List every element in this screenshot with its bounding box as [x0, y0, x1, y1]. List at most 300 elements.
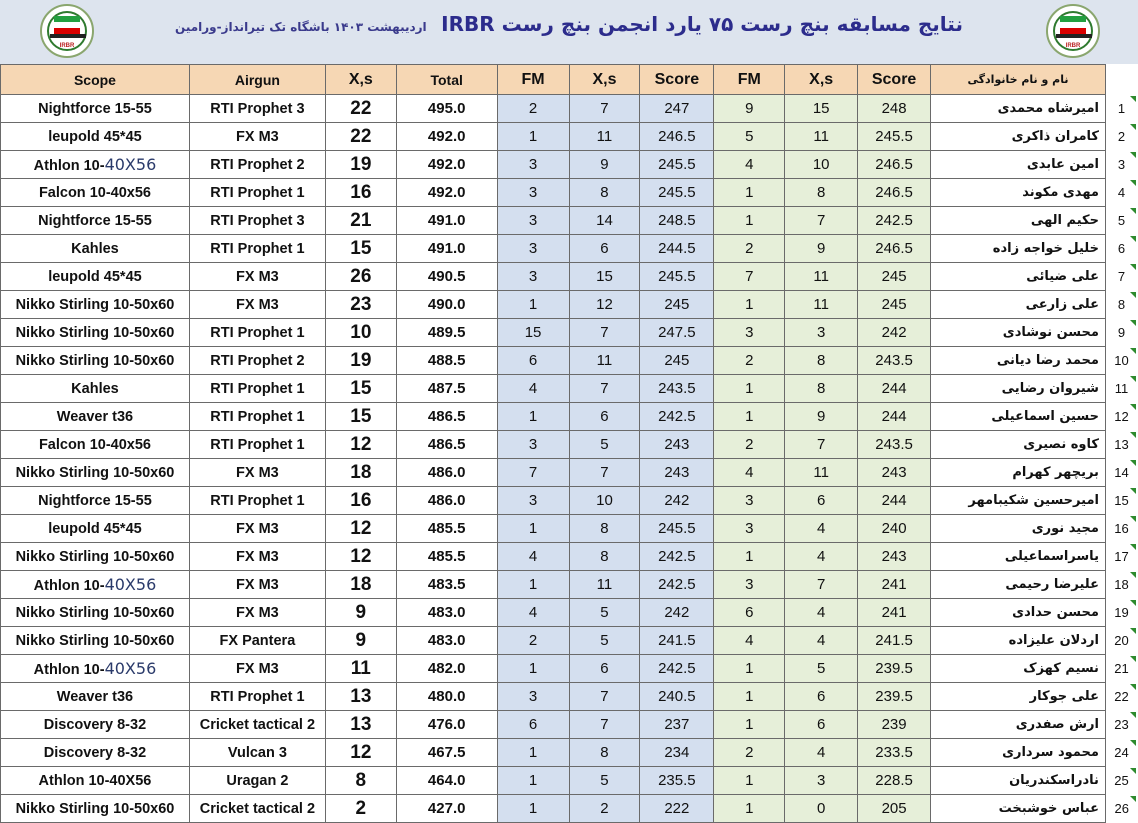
results-body — [1, 95, 1138, 823]
table-row — [1, 403, 1138, 431]
results-table — [0, 64, 1138, 823]
cell-fm-1: 1 — [714, 655, 785, 683]
cell-xs-total: 2 — [325, 795, 396, 823]
cell-score-1: 245 — [858, 291, 931, 319]
cell-comment-marker — [1130, 96, 1136, 102]
cell-xs-2: 12 — [569, 291, 640, 319]
cell-index: 6 — [1117, 241, 1126, 256]
cell-fm-2: 1 — [497, 655, 569, 683]
cell-xs-total: 22 — [325, 123, 396, 151]
cell-comment-marker — [1130, 376, 1136, 382]
cell-xs-1: 11 — [785, 459, 858, 487]
cell-index: 14 — [1114, 465, 1129, 480]
cell-scope: Nightforce 15-55 — [1, 95, 190, 123]
competition-title: نتایج مسابقه بنچ رست ۷۵ یارد انجمن بنچ رست IRBR — [441, 12, 963, 36]
cell-airgun: Cricket tactical 2 — [189, 711, 325, 739]
cell-index: 10 — [1114, 353, 1129, 368]
table-row — [1, 459, 1138, 487]
scope-magnification: 40X56 — [104, 575, 157, 594]
col-header-xs-2: X,s — [569, 65, 640, 95]
cell-xs-total: 16 — [325, 487, 396, 515]
cell-score-2: 248.5 — [640, 207, 714, 235]
cell-xs-1: 7 — [785, 431, 858, 459]
cell-xs-2: 10 — [569, 487, 640, 515]
cell-name: امیرحسین شکیبامهر — [931, 487, 1106, 515]
cell-score-2: 242 — [640, 599, 714, 627]
cell-score-1: 246.5 — [858, 179, 931, 207]
cell-name: اردلان علیزاده — [931, 627, 1106, 655]
cell-xs-total: 15 — [325, 403, 396, 431]
cell-xs-2: 11 — [569, 571, 640, 599]
cell-xs-2: 8 — [569, 739, 640, 767]
cell-scope: Nikko Stirling 10-50x60 — [1, 599, 190, 627]
cell-total: 486.0 — [396, 459, 497, 487]
table-row — [1, 95, 1138, 123]
cell-fm-1: 4 — [714, 459, 785, 487]
cell-score-1: 242 — [858, 319, 931, 347]
cell-scope: Weaver t36 — [1, 403, 190, 431]
cell-airgun: FX Pantera — [189, 627, 325, 655]
cell-scope: Kahles — [1, 375, 190, 403]
table-row — [1, 655, 1138, 683]
cell-airgun: RTI Prophet 1 — [189, 235, 325, 263]
cell-xs-1: 11 — [785, 263, 858, 291]
cell-fm-1: 1 — [714, 683, 785, 711]
cell-xs-2: 6 — [569, 235, 640, 263]
cell-xs-1: 6 — [785, 683, 858, 711]
cell-xs-total: 10 — [325, 319, 396, 347]
cell-airgun: FX M3 — [189, 123, 325, 151]
cell-score-2: 222 — [640, 795, 714, 823]
cell-xs-1: 8 — [785, 179, 858, 207]
table-row — [1, 711, 1138, 739]
cell-total: 464.0 — [396, 767, 497, 795]
table-row — [1, 795, 1138, 823]
cell-score-1: 243 — [858, 543, 931, 571]
cell-scope — [1, 571, 190, 599]
cell-comment-marker — [1130, 236, 1136, 242]
cell-xs-1: 5 — [785, 655, 858, 683]
cell-index: 4 — [1117, 185, 1126, 200]
cell-comment-marker — [1130, 348, 1136, 354]
cell-fm-2: 3 — [497, 683, 569, 711]
cell-score-1: 244 — [858, 403, 931, 431]
cell-xs-total: 15 — [325, 375, 396, 403]
cell-name: علی زارعی — [931, 291, 1106, 319]
cell-total: 483.0 — [396, 627, 497, 655]
cell-total: 487.5 — [396, 375, 497, 403]
cell-comment-marker — [1130, 460, 1136, 466]
table-row — [1, 683, 1138, 711]
cell-xs-total: 11 — [325, 655, 396, 683]
cell-score-2: 246.5 — [640, 123, 714, 151]
table-row — [1, 543, 1138, 571]
cell-xs-2: 6 — [569, 403, 640, 431]
cell-xs-2: 8 — [569, 543, 640, 571]
cell-name: حکیم الهی — [931, 207, 1106, 235]
cell-fm-1: 6 — [714, 599, 785, 627]
cell-xs-total: 12 — [325, 515, 396, 543]
cell-score-1: 243 — [858, 459, 931, 487]
cell-xs-2: 8 — [569, 515, 640, 543]
cell-total: 495.0 — [396, 95, 497, 123]
cell-xs-total: 19 — [325, 347, 396, 375]
cell-fm-1: 1 — [714, 767, 785, 795]
page-title — [120, 12, 1018, 36]
cell-fm-2: 2 — [497, 95, 569, 123]
cell-name: امین عابدی — [931, 151, 1106, 179]
cell-index: 7 — [1117, 269, 1126, 284]
cell-comment-marker — [1130, 488, 1136, 494]
cell-xs-total: 16 — [325, 179, 396, 207]
cell-name: نسیم کهزک — [931, 655, 1106, 683]
cell-name: عباس خوشبخت — [931, 795, 1106, 823]
cell-score-1: 241.5 — [858, 627, 931, 655]
cell-xs-2: 15 — [569, 263, 640, 291]
cell-xs-1: 6 — [785, 487, 858, 515]
cell-total: 491.0 — [396, 235, 497, 263]
cell-xs-2: 9 — [569, 151, 640, 179]
cell-score-2: 240.5 — [640, 683, 714, 711]
cell-xs-2: 11 — [569, 123, 640, 151]
cell-comment-marker — [1130, 124, 1136, 130]
scope-text: Athlon 10- — [33, 158, 105, 174]
cell-total: 486.5 — [396, 431, 497, 459]
cell-xs-2: 2 — [569, 795, 640, 823]
cell-comment-marker — [1130, 796, 1136, 802]
cell-airgun: RTI Prophet 1 — [189, 683, 325, 711]
cell-comment-marker — [1130, 600, 1136, 606]
cell-xs-1: 8 — [785, 375, 858, 403]
cell-name: نادراسکندریان — [931, 767, 1106, 795]
cell-fm-2: 1 — [497, 795, 569, 823]
cell-total: 490.0 — [396, 291, 497, 319]
col-header-score-2: Score — [640, 65, 714, 95]
cell-xs-2: 8 — [569, 179, 640, 207]
cell-comment-marker — [1130, 264, 1136, 270]
table-row — [1, 515, 1138, 543]
cell-scope: Nikko Stirling 10-50x60 — [1, 347, 190, 375]
cell-xs-2: 5 — [569, 627, 640, 655]
cell-score-1: 239.5 — [858, 683, 931, 711]
cell-total: 489.5 — [396, 319, 497, 347]
cell-total: 486.5 — [396, 403, 497, 431]
cell-index: 11 — [1114, 381, 1129, 396]
cell-xs-1: 4 — [785, 627, 858, 655]
cell-comment-marker — [1130, 712, 1136, 718]
cell-score-1: 245 — [858, 263, 931, 291]
cell-score-2: 242.5 — [640, 655, 714, 683]
cell-fm-2: 1 — [497, 767, 569, 795]
cell-scope — [1, 151, 190, 179]
cell-airgun: RTI Prophet 2 — [189, 347, 325, 375]
cell-airgun: FX M3 — [189, 515, 325, 543]
cell-xs-2: 7 — [569, 683, 640, 711]
cell-xs-total: 12 — [325, 431, 396, 459]
table-row — [1, 487, 1138, 515]
cell-score-2: 243 — [640, 459, 714, 487]
cell-comment-marker — [1130, 684, 1136, 690]
cell-comment-marker — [1130, 740, 1136, 746]
cell-airgun: FX M3 — [189, 263, 325, 291]
cell-fm-1: 2 — [714, 347, 785, 375]
cell-score-2: 247.5 — [640, 319, 714, 347]
cell-score-1: 248 — [858, 95, 931, 123]
col-header-airgun: Airgun — [189, 65, 325, 95]
cell-fm-1: 2 — [714, 431, 785, 459]
cell-index: 25 — [1114, 773, 1129, 788]
cell-score-2: 242 — [640, 487, 714, 515]
cell-fm-1: 3 — [714, 571, 785, 599]
col-header-fm-1: FM — [714, 65, 785, 95]
cell-airgun: RTI Prophet 3 — [189, 95, 325, 123]
cell-name: خلیل خواجه زاده — [931, 235, 1106, 263]
cell-comment-marker — [1130, 656, 1136, 662]
scope-magnification: 40X56 — [104, 659, 157, 678]
cell-score-2: 243 — [640, 431, 714, 459]
cell-xs-2: 5 — [569, 767, 640, 795]
cell-scope: leupold 45*45 — [1, 263, 190, 291]
cell-name: کامران ذاکری — [931, 123, 1106, 151]
cell-fm-1: 2 — [714, 739, 785, 767]
cell-xs-2: 11 — [569, 347, 640, 375]
cell-xs-1: 6 — [785, 711, 858, 739]
cell-xs-total: 8 — [325, 767, 396, 795]
cell-airgun: FX M3 — [189, 599, 325, 627]
cell-xs-2: 5 — [569, 431, 640, 459]
cell-score-2: 247 — [640, 95, 714, 123]
cell-xs-total: 12 — [325, 739, 396, 767]
cell-xs-2: 7 — [569, 375, 640, 403]
cell-score-2: 245 — [640, 291, 714, 319]
cell-xs-total: 18 — [325, 571, 396, 599]
cell-xs-1: 0 — [785, 795, 858, 823]
cell-total: 485.5 — [396, 515, 497, 543]
cell-index: 8 — [1117, 297, 1126, 312]
cell-scope: Weaver t36 — [1, 683, 190, 711]
cell-score-2: 242.5 — [640, 571, 714, 599]
cell-name: امیرشاه محمدی — [931, 95, 1106, 123]
cell-total: 427.0 — [396, 795, 497, 823]
cell-score-1: 243.5 — [858, 347, 931, 375]
cell-fm-2: 4 — [497, 543, 569, 571]
cell-xs-1: 9 — [785, 235, 858, 263]
cell-airgun: FX M3 — [189, 291, 325, 319]
cell-index: 2 — [1117, 129, 1126, 144]
cell-fm-2: 3 — [497, 235, 569, 263]
cell-index: 16 — [1114, 521, 1129, 536]
col-header-index — [1105, 65, 1137, 95]
cell-score-1: 245.5 — [858, 123, 931, 151]
cell-fm-2: 6 — [497, 347, 569, 375]
cell-fm-2: 4 — [497, 599, 569, 627]
cell-xs-1: 8 — [785, 347, 858, 375]
cell-airgun: Vulcan 3 — [189, 739, 325, 767]
table-row — [1, 263, 1138, 291]
cell-scope: leupold 45*45 — [1, 515, 190, 543]
irbr-logo-left: IRBR — [40, 4, 94, 58]
cell-xs-total: 26 — [325, 263, 396, 291]
cell-name: محسن نوشادی — [931, 319, 1106, 347]
cell-score-1: 233.5 — [858, 739, 931, 767]
table-row — [1, 767, 1138, 795]
cell-score-1: 205 — [858, 795, 931, 823]
cell-score-1: 241 — [858, 599, 931, 627]
cell-scope: Nikko Stirling 10-50x60 — [1, 319, 190, 347]
table-row — [1, 291, 1138, 319]
cell-fm-2: 15 — [497, 319, 569, 347]
cell-xs-2: 5 — [569, 599, 640, 627]
cell-scope: Discovery 8-32 — [1, 711, 190, 739]
cell-score-2: 245.5 — [640, 151, 714, 179]
table-header-row — [1, 65, 1138, 95]
cell-name: علیرضا رحیمی — [931, 571, 1106, 599]
cell-score-2: 242.5 — [640, 543, 714, 571]
cell-comment-marker — [1130, 180, 1136, 186]
cell-total: 483.0 — [396, 599, 497, 627]
cell-name: بریچهر کهرام — [931, 459, 1106, 487]
irbr-logo-right: IRBR — [1046, 4, 1100, 58]
cell-airgun: RTI Prophet 1 — [189, 375, 325, 403]
cell-xs-1: 11 — [785, 291, 858, 319]
cell-scope: Nightforce 15-55 — [1, 207, 190, 235]
cell-comment-marker — [1130, 320, 1136, 326]
cell-fm-2: 3 — [497, 207, 569, 235]
cell-score-1: 244 — [858, 375, 931, 403]
cell-index: 23 — [1114, 717, 1129, 732]
cell-fm-2: 3 — [497, 263, 569, 291]
scope-text: Athlon 10- — [33, 578, 105, 594]
cell-xs-1: 9 — [785, 403, 858, 431]
cell-score-2: 234 — [640, 739, 714, 767]
cell-total: 492.0 — [396, 151, 497, 179]
cell-score-1: 246.5 — [858, 151, 931, 179]
cell-name: حسین اسماعیلی — [931, 403, 1106, 431]
cell-total: 467.5 — [396, 739, 497, 767]
cell-fm-2: 6 — [497, 711, 569, 739]
cell-score-2: 237 — [640, 711, 714, 739]
cell-score-1: 244 — [858, 487, 931, 515]
cell-name: علی ضیائی — [931, 263, 1106, 291]
cell-score-2: 245.5 — [640, 515, 714, 543]
cell-fm-2: 7 — [497, 459, 569, 487]
cell-index: 1 — [1117, 101, 1126, 116]
cell-airgun: FX M3 — [189, 571, 325, 599]
cell-score-1: 239.5 — [858, 655, 931, 683]
table-row — [1, 627, 1138, 655]
cell-total: 491.0 — [396, 207, 497, 235]
competition-subtitle: اردیبهشت ۱۴۰۳ باشگاه تک تیرانداز-ورامین — [175, 20, 427, 34]
cell-fm-1: 5 — [714, 123, 785, 151]
cell-airgun: RTI Prophet 1 — [189, 487, 325, 515]
cell-index: 26 — [1114, 801, 1129, 816]
col-header-total: Total — [396, 65, 497, 95]
cell-airgun: RTI Prophet 1 — [189, 431, 325, 459]
cell-comment-marker — [1130, 768, 1136, 774]
cell-scope: Nikko Stirling 10-50x60 — [1, 795, 190, 823]
cell-airgun: FX M3 — [189, 459, 325, 487]
cell-index: 24 — [1114, 745, 1129, 760]
cell-name: مهدی مکوند — [931, 179, 1106, 207]
cell-name: علی جوکار — [931, 683, 1106, 711]
cell-xs-1: 4 — [785, 599, 858, 627]
cell-total: 480.0 — [396, 683, 497, 711]
cell-xs-total: 15 — [325, 235, 396, 263]
cell-xs-1: 7 — [785, 571, 858, 599]
cell-fm-2: 1 — [497, 403, 569, 431]
cell-fm-1: 1 — [714, 291, 785, 319]
cell-comment-marker — [1130, 152, 1136, 158]
cell-name: محسن حدادی — [931, 599, 1106, 627]
table-row — [1, 235, 1138, 263]
cell-xs-total: 18 — [325, 459, 396, 487]
col-header-fm-2: FM — [497, 65, 569, 95]
cell-airgun: RTI Prophet 2 — [189, 151, 325, 179]
cell-name: یاسراسماعیلی — [931, 543, 1106, 571]
cell-total: 492.0 — [396, 179, 497, 207]
cell-comment-marker — [1130, 432, 1136, 438]
scope-magnification: 40X56 — [104, 155, 157, 174]
cell-score-2: 245 — [640, 347, 714, 375]
cell-name: محمود سرداری — [931, 739, 1106, 767]
cell-name: شیروان رضایی — [931, 375, 1106, 403]
cell-xs-1: 4 — [785, 543, 858, 571]
cell-index: 18 — [1114, 577, 1129, 592]
cell-fm-2: 1 — [497, 515, 569, 543]
cell-xs-total: 9 — [325, 599, 396, 627]
cell-score-1: 240 — [858, 515, 931, 543]
col-header-scope: Scope — [1, 65, 190, 95]
cell-scope: leupold 45*45 — [1, 123, 190, 151]
scope-text: Athlon 10- — [33, 662, 105, 678]
cell-airgun: RTI Prophet 3 — [189, 207, 325, 235]
cell-xs-total: 9 — [325, 627, 396, 655]
cell-name: مجید نوری — [931, 515, 1106, 543]
col-header-xs-total: X,s — [325, 65, 396, 95]
cell-xs-total: 12 — [325, 543, 396, 571]
cell-xs-2: 7 — [569, 319, 640, 347]
cell-xs-2: 7 — [569, 711, 640, 739]
cell-fm-2: 4 — [497, 375, 569, 403]
cell-name: کاوه نصیری — [931, 431, 1106, 459]
cell-fm-1: 1 — [714, 403, 785, 431]
cell-score-2: 245.5 — [640, 179, 714, 207]
table-row — [1, 375, 1138, 403]
cell-comment-marker — [1130, 628, 1136, 634]
cell-xs-total: 22 — [325, 95, 396, 123]
cell-fm-2: 3 — [497, 179, 569, 207]
cell-comment-marker — [1130, 404, 1136, 410]
cell-fm-2: 3 — [497, 151, 569, 179]
cell-comment-marker — [1130, 208, 1136, 214]
cell-score-1: 228.5 — [858, 767, 931, 795]
cell-score-1: 241 — [858, 571, 931, 599]
cell-fm-2: 1 — [497, 739, 569, 767]
cell-xs-1: 11 — [785, 123, 858, 151]
cell-scope: Falcon 10-40x56 — [1, 179, 190, 207]
cell-xs-1: 15 — [785, 95, 858, 123]
cell-index: 9 — [1117, 325, 1126, 340]
cell-airgun: Uragan 2 — [189, 767, 325, 795]
cell-scope: Discovery 8-32 — [1, 739, 190, 767]
cell-index: 15 — [1114, 493, 1129, 508]
cell-scope — [1, 655, 190, 683]
cell-index: 13 — [1114, 437, 1129, 452]
cell-scope: Athlon 10-40X56 — [1, 767, 190, 795]
table-row — [1, 207, 1138, 235]
cell-index: 22 — [1114, 689, 1129, 704]
cell-index: 5 — [1117, 213, 1126, 228]
